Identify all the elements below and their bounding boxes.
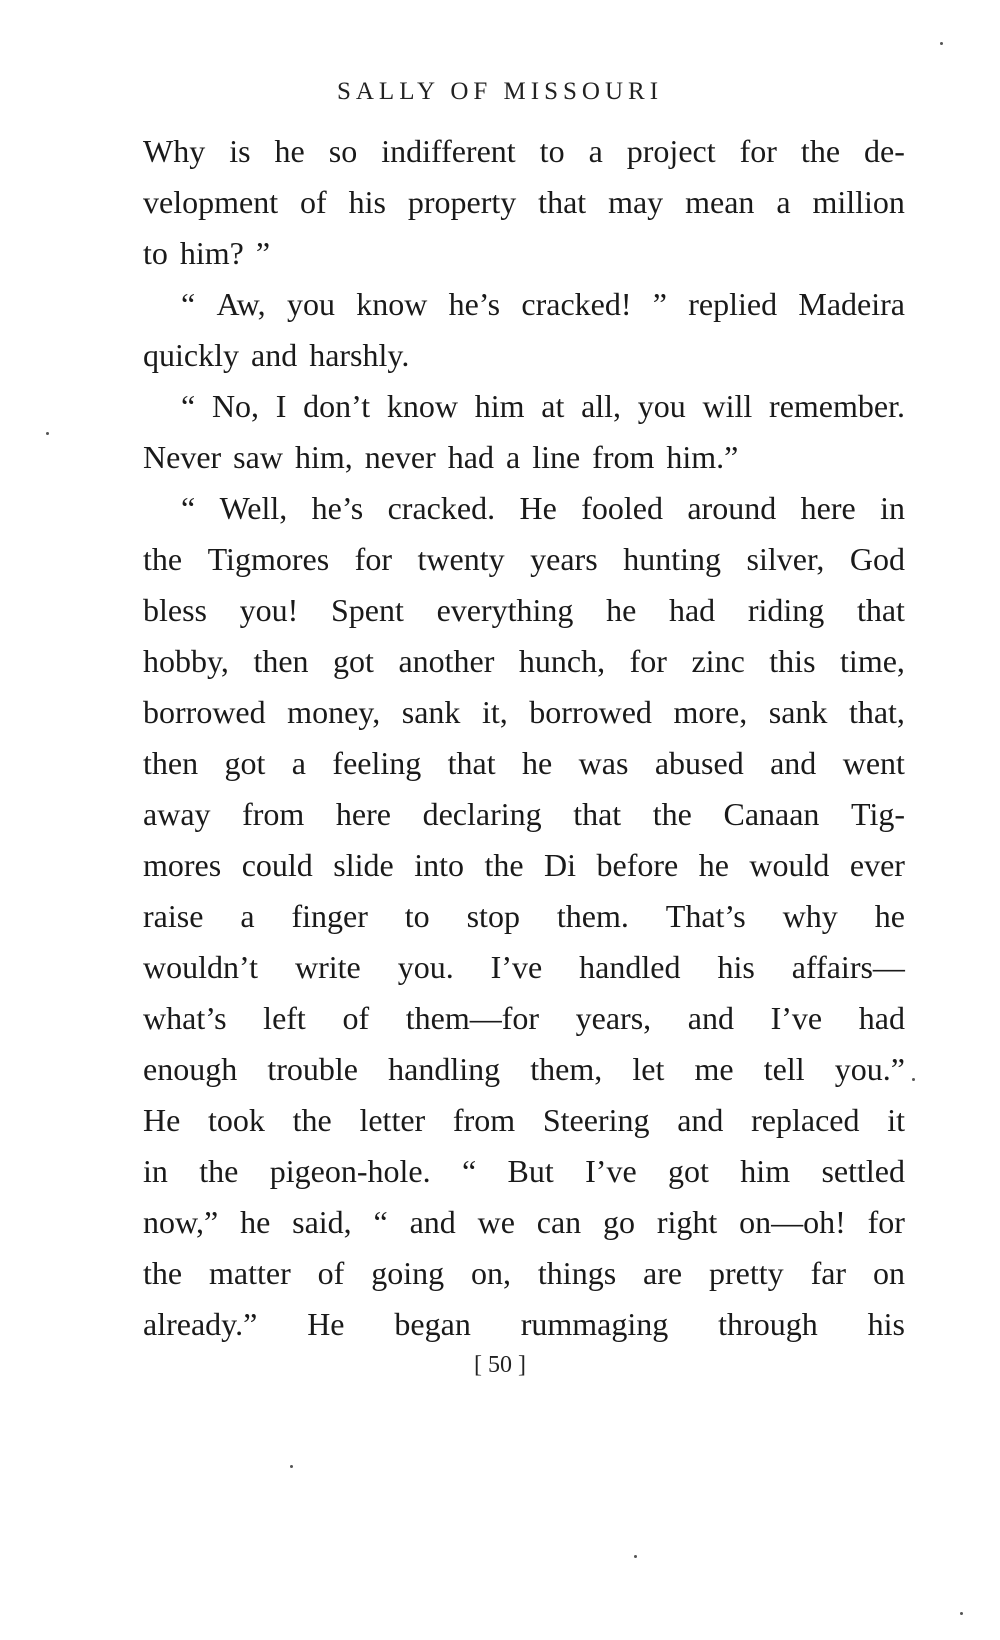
word: saw [233,439,283,475]
word: never [364,439,436,475]
word: property [407,184,517,220]
word: here [335,796,391,832]
word: for [629,643,667,679]
word: Never [143,439,222,475]
word: here [800,490,856,526]
word: he [522,745,553,781]
word: a [240,898,255,934]
word: years, [575,1000,652,1036]
text-line [143,687,905,738]
word: Steering [542,1102,650,1138]
word: affairs— [791,949,905,985]
word: time, [840,643,905,679]
text-line [143,585,905,636]
word: for [354,541,392,577]
word: him? [179,235,244,271]
word: already.” [143,1306,258,1342]
word: de- [864,133,905,169]
word: the [292,1102,332,1138]
word: was [578,745,629,781]
word: finger [291,898,368,934]
word: of [342,1000,370,1036]
word: don’t [303,388,371,424]
word: mores [143,847,222,883]
word: to [404,898,430,934]
word: may [608,184,664,220]
word: Di [544,847,577,883]
word: fooled [581,490,663,526]
word: the [800,133,841,169]
print-speck [46,432,49,435]
word: feeling [332,745,422,781]
word: into [414,847,464,883]
word: line [532,439,581,475]
word: I’ve [770,1000,823,1036]
word: years [530,541,598,577]
print-speck [912,1078,915,1081]
print-speck [940,42,943,45]
word: “ [181,490,196,526]
word: him.” [666,439,739,475]
text-line [143,840,905,891]
word: him [740,1153,791,1189]
word: go [603,1204,636,1240]
word: from [242,796,305,832]
word: on, [471,1255,511,1291]
word: got [224,745,266,781]
word: will [702,388,753,424]
word: from [452,1102,516,1138]
word: a [588,133,603,169]
word: “ [373,1204,388,1240]
word: twenty [417,541,505,577]
word: replaced [751,1102,860,1138]
word: let [632,1051,665,1087]
word: to [539,133,565,169]
word: his [348,184,386,220]
word: the [199,1153,239,1189]
word: is [229,133,251,169]
word: that [856,592,905,628]
word: enough [143,1051,238,1087]
word: he [606,592,637,628]
word: them. [556,898,629,934]
word: got [668,1153,709,1189]
text-line [143,330,905,381]
word: ever [849,847,905,883]
word: another [398,643,495,679]
word: pretty [709,1255,784,1291]
text-line [143,534,905,585]
word: and [250,337,298,373]
text-line [143,177,905,228]
word: and [677,1102,724,1138]
text-line [143,942,905,993]
running-head: SALLY OF MISSOURI [336,78,664,105]
word: from [592,439,655,475]
word: the [143,1255,183,1291]
word: why [782,898,838,934]
word: Tig- [851,796,905,832]
word: right [656,1204,718,1240]
word: tell [763,1051,805,1087]
print-speck [634,1555,637,1558]
text-line [143,636,905,687]
word: Canaan [723,796,820,832]
word: money, [287,694,381,730]
word: had [668,592,716,628]
word: riding [747,592,825,628]
word: hunting [623,541,721,577]
word: for [867,1204,905,1240]
body-text [143,126,905,1350]
word: trouble [267,1051,358,1087]
print-speck [960,1612,963,1615]
word: settled [821,1153,905,1189]
word: his [867,1306,905,1342]
word: that [538,184,587,220]
word: Why [143,133,206,169]
word: know [386,388,458,424]
text-line [143,1299,905,1350]
word: he [698,847,729,883]
word: slide [333,847,394,883]
word: you! [239,592,299,628]
word: his [717,949,755,985]
word: this [769,643,816,679]
word: mean [685,184,755,220]
word: all, [581,388,622,424]
text-line [143,1095,905,1146]
text-line [143,1197,905,1248]
text-line [143,432,905,483]
text-line [143,279,905,330]
word: That’s [665,898,746,934]
word: went [842,745,905,781]
word: had [447,439,494,475]
word: letter [359,1102,426,1138]
word: He [519,490,557,526]
word: for [739,133,777,169]
word: me [694,1051,734,1087]
word: hobby, [143,643,229,679]
word: raise [143,898,204,934]
word: everything [436,592,574,628]
word: sank [401,694,461,730]
page-number: [ 50 ] [474,1352,526,1378]
word: velopment [143,184,279,220]
word: that [573,796,622,832]
text-line [143,228,905,279]
word: through [718,1306,818,1342]
word: then [253,643,309,679]
word: going [371,1255,445,1291]
word: them, [530,1051,603,1087]
word: began [394,1306,471,1342]
word: bless [143,592,207,628]
word: sank [768,694,828,730]
word: borrowed [529,694,652,730]
word: Spent [331,592,404,628]
word: abused [654,745,744,781]
word: then [143,745,199,781]
word: on [872,1255,905,1291]
word: he’s [311,490,364,526]
text-line [143,738,905,789]
word: the [143,541,183,577]
word: so [328,133,358,169]
word: silver, [746,541,825,577]
word: at [541,388,565,424]
word: could [241,847,313,883]
word: left [263,1000,306,1036]
word: hunch, [518,643,606,679]
word: that, [848,694,905,730]
word: far [810,1255,847,1291]
word: remember. [769,388,905,424]
word: got [333,643,374,679]
word: away [143,796,211,832]
word: took [208,1102,265,1138]
word: I’ve [585,1153,637,1189]
word: he [874,898,905,934]
text-line [143,993,905,1044]
word: in [143,1153,168,1189]
word: “ [461,1153,477,1189]
word: you [286,286,335,322]
word: “ [181,388,196,424]
word: are [643,1255,683,1291]
word: handling [388,1051,501,1087]
word: He [307,1306,345,1342]
word: and [770,745,817,781]
text-line [143,126,905,177]
word: said, [292,1204,352,1240]
text-line [143,789,905,840]
word: and [409,1204,456,1240]
word: can [536,1204,582,1240]
word: before [596,847,679,883]
word: to [143,235,168,271]
word: things [537,1255,617,1291]
word: stop [466,898,520,934]
word: him, [294,439,353,475]
word: a [291,745,306,781]
word: borrowed [143,694,266,730]
word: Tigmores [207,541,330,577]
word: of [300,184,327,220]
word: a [776,184,791,220]
word: cracked! [521,286,632,322]
word: rummaging [520,1306,669,1342]
word: pigeon-hole. [269,1153,431,1189]
word: Well, [219,490,288,526]
word: I [275,388,287,424]
word: them—for [405,1000,540,1036]
word: on—oh! [739,1204,846,1240]
word: the [484,847,524,883]
word: I’ve [490,949,543,985]
word: of [317,1255,345,1291]
word: Aw, [216,286,266,322]
text-line [143,1248,905,1299]
word: in [880,490,905,526]
word: quickly [143,337,239,373]
word: we [477,1204,515,1240]
word: cracked. [387,490,496,526]
word: had [858,1000,905,1036]
print-speck [290,1465,293,1468]
word: ” [652,286,667,322]
word: matter [209,1255,291,1291]
word: know [356,286,428,322]
word: now,” [143,1204,219,1240]
word: around [687,490,777,526]
word: million [812,184,905,220]
word: he [274,133,305,169]
text-line [143,891,905,942]
text-line [143,381,905,432]
text-line [143,1044,905,1095]
text-line [143,1146,905,1197]
word: what’s [143,1000,227,1036]
word: replied [688,286,778,322]
word: He [143,1102,181,1138]
word: a [505,439,521,475]
word: the [652,796,692,832]
word: would [749,847,830,883]
word: he’s [448,286,501,322]
text-line [143,483,905,534]
word: project [626,133,716,169]
word: more, [673,694,748,730]
word: it, [481,694,508,730]
word: handled [579,949,681,985]
word: you. [397,949,454,985]
word: No, [211,388,260,424]
word: that [447,745,496,781]
word: you.” [834,1051,905,1087]
word: ” [255,235,271,271]
word: harshly. [309,337,410,373]
word: “ [181,286,196,322]
word: it [887,1102,905,1138]
word: him [474,388,525,424]
word: God [849,541,905,577]
word: declaring [422,796,542,832]
word: wouldn’t [143,949,258,985]
word: you [637,388,686,424]
word: indifferent [381,133,516,169]
word: write [294,949,361,985]
word: and [687,1000,734,1036]
word: Madeira [798,286,905,322]
word: he [240,1204,271,1240]
word: But [507,1153,554,1189]
word: zinc [691,643,745,679]
